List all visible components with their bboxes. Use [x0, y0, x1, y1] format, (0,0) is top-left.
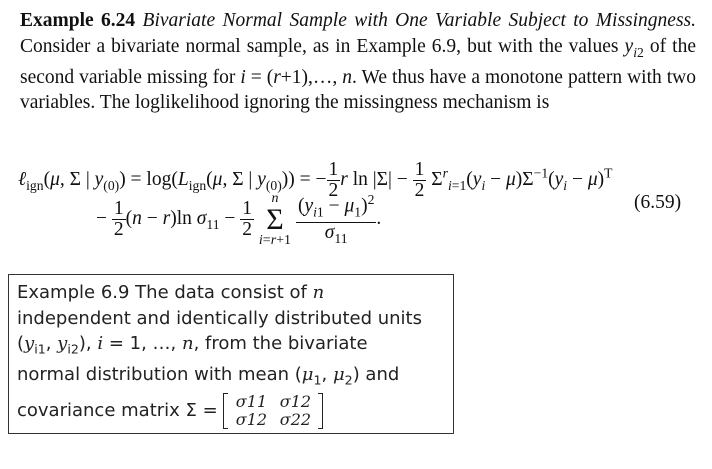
note-line-1: Example 6.9 The data consist of n	[17, 282, 325, 303]
matrix-cell: σ11	[235, 392, 268, 412]
matrix-cell: σ12	[235, 410, 268, 430]
example-label: Example 6.24	[20, 10, 136, 31]
covariance-label: covariance matrix Σ =	[17, 400, 218, 422]
equation-number: (6.59)	[634, 192, 682, 213]
example-paragraph	[20, 8, 696, 116]
note-line-2: independent and identically distributed units	[17, 307, 422, 329]
equation-line-1: ℓ$_{ign}$(μ, Σ | $y_{(0)}) = \log(L_{ign}(\mu$, Σ | $y_{(0)}$)) = − $\frac{1}{2}$ r ln |Σ| − $\frac{1}{2}$ $\Sigma^r_{i=1}(y_i - \mu)\Sigma^{-1}(y_i - \mu)^T$	[18, 159, 613, 201]
note-line-3: ($y_{i1}$, $y_{i2}$), i = 1, …, n, from the bivariate	[17, 333, 368, 357]
covariance-matrix	[223, 393, 323, 429]
note-box	[8, 274, 454, 434]
equation-line-2: − $\frac{1}{2}$ (n − r)ln $\sigma_{11}$ − $\frac{1}{2}$ n Σ i=r+1 $\frac{(y_{i1} - \mu_1)^2}{\sigma_{11}}$ .	[96, 190, 382, 248]
example-body: Consider a bivariate normal sample, as in Example 6.9, but with the values $y_{i2}$ of the second variable missing for i = (r+1),…, n. We thus have a monotone pattern with two variables. The loglikelihood ignoring the missingness mechanism is	[20, 35, 696, 114]
example-title: Bivariate Normal Sample with One Variable Subject to Missingness.	[142, 10, 697, 31]
matrix-cell: σ22	[279, 410, 312, 430]
note-line-4: normal distribution with mean ($\mu_1$, $\mu_2$) and	[17, 364, 400, 388]
note-line-5	[17, 393, 445, 429]
matrix-cell: σ12	[279, 392, 312, 412]
